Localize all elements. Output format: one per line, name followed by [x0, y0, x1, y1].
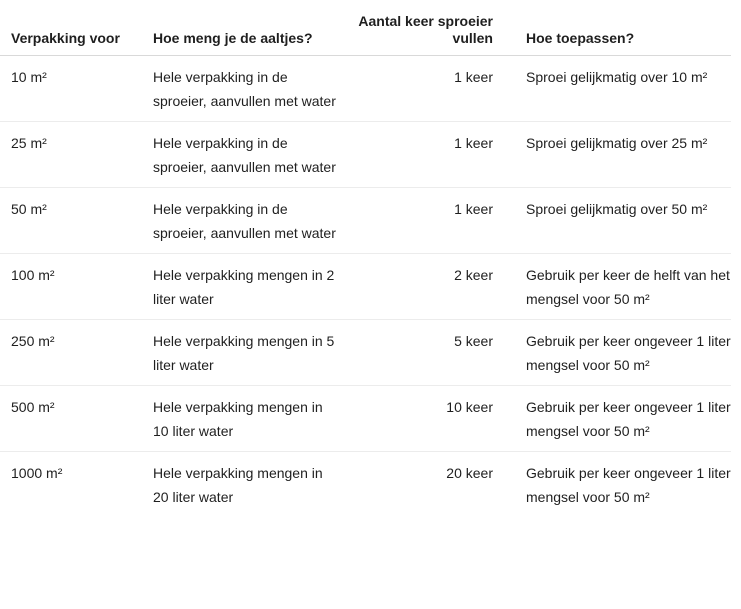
- cell-apply: Gebruik per keer ongeveer 1 liter mengsel voor 50 m²: [505, 386, 731, 452]
- table-row: [0, 122, 731, 188]
- cell-fills: 5 keer: [342, 320, 505, 386]
- cell-package: 500 m²: [0, 386, 142, 452]
- cell-fills: 2 keer: [342, 254, 505, 320]
- header-apply: Hoe toepassen?: [505, 8, 731, 56]
- cell-apply: Sproei gelijkmatig over 50 m²: [505, 188, 731, 254]
- cell-fills: 10 keer: [342, 386, 505, 452]
- cell-mix: Hele verpakking mengen in 20 liter water: [153, 465, 323, 505]
- cell-package: 100 m²: [0, 254, 142, 320]
- cell-apply: Gebruik per keer de helft van het mengsel voor 50 m²: [505, 254, 731, 320]
- cell-mix: Hele verpakking in de sproeier, aanvullen met water: [142, 56, 342, 122]
- table-row: [0, 386, 731, 452]
- cell-package: 1000 m²: [11, 465, 63, 481]
- cell-apply: Sproei gelijkmatig over 25 m²: [505, 122, 731, 188]
- cell-apply: Sproei gelijkmatig over 10 m²: [505, 56, 731, 122]
- cell-mix: Hele verpakking in de sproeier, aanvullen met water: [142, 122, 342, 188]
- cell-mix: Hele verpakking mengen in 10 liter water: [142, 386, 342, 452]
- header-fills: Aantal keer sproeier vullen: [342, 8, 505, 56]
- cell-mix: Hele verpakking mengen in 2 liter water: [142, 254, 342, 320]
- cell-fills: 1 keer: [342, 122, 505, 188]
- table-header: [0, 8, 731, 56]
- cell-fills: 20 keer: [446, 465, 493, 481]
- table-body: [0, 56, 731, 518]
- table-row: [0, 452, 731, 518]
- cell-package: 25 m²: [0, 122, 142, 188]
- table-row: [0, 254, 731, 320]
- dosage-table: [0, 8, 731, 517]
- cell-apply: Gebruik per keer ongeveer 1 liter mengsel voor 50 m²: [526, 465, 731, 505]
- table-row: [0, 188, 731, 254]
- header-row: [0, 8, 731, 56]
- header-mix: Hoe meng je de aaltjes?: [142, 8, 342, 56]
- cell-mix: Hele verpakking in de sproeier, aanvullen met water: [142, 188, 342, 254]
- cell-mix: Hele verpakking mengen in 5 liter water: [142, 320, 342, 386]
- header-package: Verpakking voor: [0, 8, 142, 56]
- cell-package: 250 m²: [0, 320, 142, 386]
- table-row: [0, 320, 731, 386]
- cell-fills: 1 keer: [342, 188, 505, 254]
- cell-apply: Gebruik per keer ongeveer 1 liter mengsel voor 50 m²: [505, 320, 731, 386]
- cell-package: 50 m²: [0, 188, 142, 254]
- cell-fills: 1 keer: [342, 56, 505, 122]
- cell-package: 10 m²: [0, 56, 142, 122]
- table-row: [0, 56, 731, 122]
